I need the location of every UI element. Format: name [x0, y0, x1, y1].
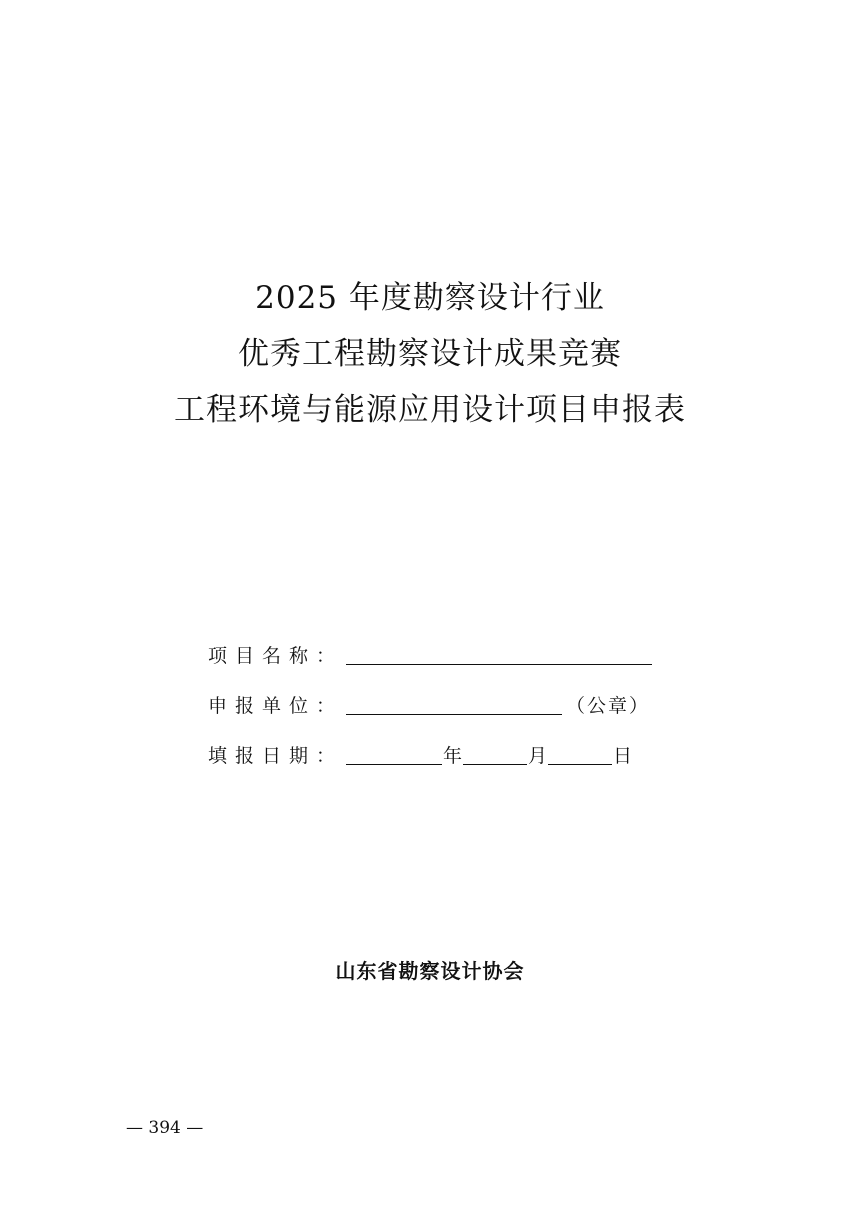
year-field[interactable] [346, 742, 442, 765]
title-line-3: 工程环境与能源应用设计项目申报表 [174, 392, 686, 428]
date-label: 填报日期： [208, 745, 344, 767]
title-line-1: 2025 年度勘察设计行业 [255, 280, 605, 316]
organization-name: 山东省勘察设计协会 [335, 959, 525, 983]
month-field[interactable] [463, 742, 527, 765]
unit-field[interactable] [346, 692, 562, 715]
unit-seal-note: （公章） [566, 695, 651, 717]
year-unit: 年 [443, 745, 463, 767]
unit-row [208, 668, 708, 718]
application-form [208, 618, 708, 768]
day-field[interactable] [548, 742, 612, 765]
project-name-field[interactable] [346, 642, 652, 665]
page-number: — 394 — [126, 1118, 204, 1138]
month-unit: 月 [528, 745, 548, 767]
project-name-label: 项目名称： [208, 645, 344, 667]
project-name-row [208, 618, 708, 668]
title-line-2: 优秀工程勘察设计成果竞赛 [238, 336, 622, 372]
document-title [0, 270, 860, 438]
date-row [208, 718, 708, 768]
day-unit: 日 [613, 745, 633, 767]
unit-label: 申报单位： [208, 695, 344, 717]
